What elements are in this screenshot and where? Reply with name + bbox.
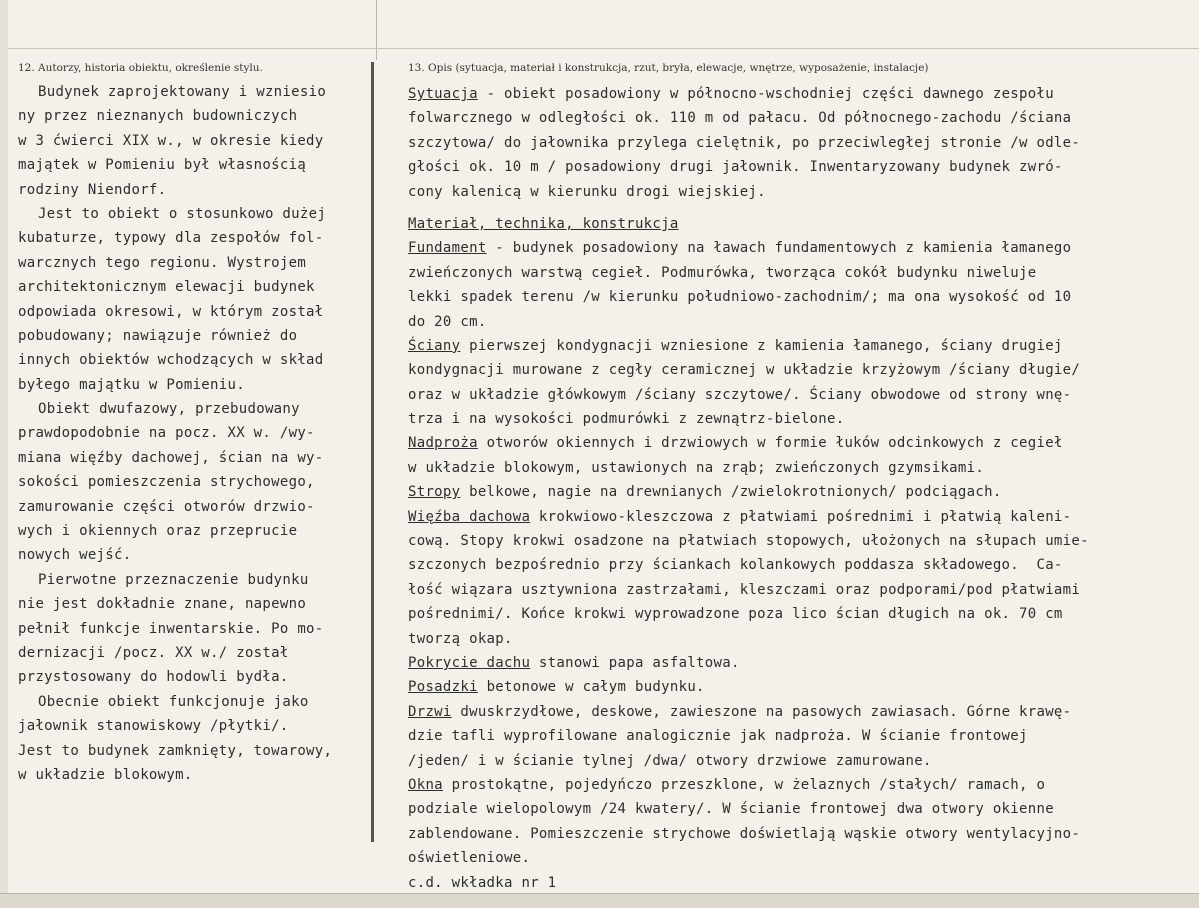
line-text: miana więźby dachowej, ścian na wy- bbox=[18, 449, 324, 466]
line-text: dernizacji /pocz. XX w./ został bbox=[18, 644, 289, 661]
text-line bbox=[408, 204, 1198, 212]
text-line bbox=[18, 104, 370, 128]
line-text: - obiekt posadowiony w północno-wschodniej części dawnego zespołu bbox=[477, 86, 1054, 102]
text-line bbox=[18, 592, 370, 616]
text-line bbox=[408, 180, 1198, 204]
underlined-heading: Drzwi bbox=[408, 703, 452, 720]
section-13-header: 13. Opis (sytuacja, materiał i konstrukcja, rzut, bryła, elewacje, wnętrze, wyposażenie, instalacje) bbox=[408, 62, 929, 74]
underlined-heading: Nadproża bbox=[408, 435, 478, 452]
text-line bbox=[18, 373, 370, 397]
line-text: nowych wejść. bbox=[18, 547, 132, 564]
line-text: prostokątne, pojedyńczo przeszklone, w żelaznych /stałych/ ramach, o bbox=[442, 776, 1046, 793]
line-text: c.d. wkładka nr 1 bbox=[408, 874, 557, 891]
line-text: jałownik stanowiskowy /płytki/. bbox=[18, 718, 289, 735]
text-line bbox=[408, 529, 1198, 553]
line-text: w 3 ćwierci XIX w., w okresie kiedy bbox=[18, 132, 324, 149]
top-rule bbox=[8, 48, 1199, 49]
text-line bbox=[408, 383, 1198, 407]
line-text: łość wiązara usztywniona zastrzałami, kleszczami oraz podporami/pod płatwiami bbox=[408, 581, 1081, 598]
text-line bbox=[18, 714, 370, 738]
text-line bbox=[18, 275, 370, 299]
line-text: pośrednimi/. Końce krokwi wyprowadzone poza lico ścian długich na ok. 70 cm bbox=[408, 606, 1063, 623]
line-text: oświetleniowe. bbox=[408, 850, 531, 867]
text-line bbox=[408, 285, 1198, 309]
underlined-heading: Sytuacja bbox=[408, 86, 478, 102]
page-bottom-edge bbox=[0, 893, 1199, 908]
text-line bbox=[408, 334, 1198, 358]
line-text: Pierwotne przeznaczenie budynku bbox=[38, 571, 309, 588]
line-text: Obecnie obiekt funkcjonuje jako bbox=[38, 693, 309, 710]
line-text: ny przez nieznanych budowniczych bbox=[18, 108, 298, 125]
line-text: oraz w układzie główkowym /ściany szczytowe/. Ściany obwodowe od strony wnę- bbox=[408, 386, 1072, 403]
text-line bbox=[408, 578, 1198, 602]
underlined-heading: Więźba dachowa bbox=[408, 508, 531, 525]
text-line bbox=[408, 358, 1198, 382]
text-line bbox=[408, 846, 1198, 870]
line-text: kubaturze, typowy dla zespołów fol- bbox=[18, 230, 324, 247]
text-line bbox=[18, 470, 370, 494]
line-text: kondygnacji murowane z cegły ceramicznej w układzie krzyżowym /ściany długie/ bbox=[408, 362, 1081, 379]
line-text: szczytowa/ do jałownika przylega cielętnik, po przeciwległej stronie /w odle- bbox=[408, 134, 1081, 151]
section-12-text bbox=[18, 80, 370, 787]
line-text: podziale wielopolowym /24 kwatery/. W ścianie frontowej dwa otwory okienne bbox=[408, 801, 1054, 818]
line-text: przystosowany do hodowli bydła. bbox=[18, 669, 289, 686]
line-text: prawdopodobnie na pocz. XX w. /wy- bbox=[18, 425, 315, 442]
line-text: pobudowany; nawiązuje również do bbox=[18, 327, 298, 344]
underlined-heading: Ściany bbox=[408, 337, 461, 354]
line-text: do 20 cm. bbox=[408, 313, 487, 330]
line-text: zablendowane. Pomieszczenie strychowe doświetlają wąskie otwory wentylacyjno- bbox=[408, 825, 1081, 842]
text-line bbox=[18, 202, 370, 226]
text-line bbox=[408, 773, 1198, 797]
text-line bbox=[408, 480, 1198, 504]
text-line bbox=[408, 553, 1198, 577]
line-text: w układzie blokowym, ustawionych na zrąb; zwieńczonych gzymsikami. bbox=[408, 459, 985, 476]
text-line bbox=[408, 106, 1198, 130]
underlined-heading: Posadzki bbox=[408, 679, 478, 696]
line-text: rodziny Niendorf. bbox=[18, 181, 167, 198]
text-line bbox=[408, 431, 1198, 455]
underlined-heading: Pokrycie dachu bbox=[408, 654, 531, 671]
line-text: pierwszej kondygnacji wzniesione z kamienia łamanego, ściany drugiej bbox=[460, 337, 1063, 354]
line-text: krokwiowo-kleszczowa z płatwiami pośrednimi i płatwią kaleni- bbox=[530, 508, 1072, 525]
text-line bbox=[408, 749, 1198, 773]
line-text: lekki spadek terenu /w kierunku południowo-zachodnim/; ma ona wysokość od 10 bbox=[408, 289, 1072, 306]
line-text: w układzie blokowym. bbox=[18, 766, 193, 783]
text-line bbox=[18, 153, 370, 177]
text-line bbox=[408, 797, 1198, 821]
text-line bbox=[408, 505, 1198, 529]
text-line bbox=[18, 129, 370, 153]
text-line bbox=[18, 690, 370, 714]
line-text: wych i okiennych oraz przeprucie bbox=[18, 523, 298, 540]
text-line bbox=[408, 212, 1198, 236]
line-text: zwieńczonych warstwą cegieł. Podmurówka, tworząca cokół budynku niweluje bbox=[408, 264, 1037, 281]
line-text: cony kalenicą w kierunku drogi wiejskiej. bbox=[408, 183, 766, 200]
line-text: odpowiada okresowi, w którym został bbox=[18, 303, 324, 320]
text-line bbox=[408, 82, 1198, 106]
line-text: cową. Stopy krokwi osadzone na płatwiach stopowych, ułożonych na słupach umie- bbox=[408, 533, 1089, 550]
text-line bbox=[408, 651, 1198, 675]
text-line bbox=[408, 627, 1198, 651]
text-line bbox=[18, 739, 370, 763]
line-text: warcznych tego regionu. Wystrojem bbox=[18, 254, 307, 271]
line-text: betonowe w całym budynku. bbox=[477, 679, 705, 696]
text-line bbox=[18, 763, 370, 787]
text-line bbox=[18, 226, 370, 250]
text-line bbox=[408, 602, 1198, 626]
text-line bbox=[408, 261, 1198, 285]
underlined-heading: Fundament bbox=[408, 240, 487, 257]
line-text: /jeden/ i w ścianie tylnej /dwa/ otwory drzwiowe zamurowane. bbox=[408, 752, 932, 769]
text-line bbox=[18, 665, 370, 689]
text-line bbox=[408, 871, 1198, 895]
line-text: tworzą okap. bbox=[408, 630, 513, 647]
line-text: Obiekt dwufazowy, przebudowany bbox=[38, 401, 300, 418]
underlined-heading: Materiał, technika, konstrukcja bbox=[408, 215, 679, 232]
text-line bbox=[18, 251, 370, 275]
text-line bbox=[408, 407, 1198, 431]
line-text: architektonicznym elewacji budynek bbox=[18, 279, 315, 296]
line-text: dwuskrzydłowe, deskowe, zawieszone na pasowych zawiasach. Górne krawę- bbox=[451, 703, 1072, 720]
text-line bbox=[408, 724, 1198, 748]
line-text: Budynek zaprojektowany i wzniesio bbox=[38, 84, 327, 100]
text-line bbox=[18, 641, 370, 665]
text-line bbox=[408, 155, 1198, 179]
section-13-text bbox=[408, 82, 1198, 895]
text-line bbox=[408, 236, 1198, 260]
text-line bbox=[408, 700, 1198, 724]
column-divider bbox=[371, 62, 374, 842]
text-line bbox=[18, 568, 370, 592]
line-text: pełnił funkcje inwentarskie. Po mo- bbox=[18, 620, 324, 637]
text-line bbox=[18, 617, 370, 641]
text-line bbox=[408, 310, 1198, 334]
line-text: Jest to budynek zamknięty, towarowy, bbox=[18, 742, 333, 759]
line-text: szczonych bezpośrednio przy ściankach kolankowych poddasza składowego. Ca- bbox=[408, 557, 1063, 574]
line-text: belkowe, nagie na drewnianych /zwielokrotnionych/ podciągach. bbox=[460, 484, 1002, 501]
line-text: głości ok. 10 m / posadowiony drugi jałownik. Inwentaryzowany budynek zwró- bbox=[408, 159, 1063, 176]
text-line bbox=[408, 675, 1198, 699]
line-text: zamurowanie części otworów drzwio- bbox=[18, 498, 315, 515]
text-line bbox=[18, 495, 370, 519]
text-line bbox=[18, 519, 370, 543]
underlined-heading: Stropy bbox=[408, 484, 461, 501]
line-text: trza i na wysokości podmurówki z zewnątrz-bielone. bbox=[408, 411, 845, 428]
line-text: dzie tafli wyprofilowane analogicznie jak nadproża. W ścianie frontowej bbox=[408, 728, 1028, 745]
line-text: stanowi papa asfaltowa. bbox=[530, 654, 740, 671]
text-line bbox=[18, 300, 370, 324]
text-line bbox=[18, 324, 370, 348]
underlined-heading: Okna bbox=[408, 776, 443, 793]
text-line bbox=[18, 178, 370, 202]
line-text: innych obiektów wchodzących w skład bbox=[18, 352, 324, 369]
text-line bbox=[18, 421, 370, 445]
text-line bbox=[18, 348, 370, 372]
text-line bbox=[18, 543, 370, 567]
section-12-header: 12. Autorzy, historia obiektu, określenie stylu. bbox=[18, 62, 263, 74]
column-divider-top bbox=[376, 0, 377, 60]
line-text: majątek w Pomieniu był własnością bbox=[18, 157, 307, 174]
line-text: Jest to obiekt o stosunkowo dużej bbox=[38, 205, 327, 222]
text-line bbox=[18, 80, 370, 104]
line-text: folwarcznego w odległości ok. 110 m od pałacu. Od północnego-zachodu /ściana bbox=[408, 110, 1072, 127]
line-text: byłego majątku w Pomieniu. bbox=[18, 376, 245, 393]
line-text: otworów okiennych i drzwiowych w formie łuków odcinkowych z cegieł bbox=[477, 435, 1063, 452]
text-line bbox=[18, 397, 370, 421]
line-text: - budynek posadowiony na ławach fundamentowych z kamienia łamanego bbox=[486, 240, 1072, 257]
page-edge bbox=[0, 0, 8, 907]
line-text: sokości pomieszczenia strychowego, bbox=[18, 474, 315, 491]
line-text: nie jest dokładnie znane, napewno bbox=[18, 596, 307, 613]
text-line bbox=[408, 822, 1198, 846]
text-line bbox=[408, 131, 1198, 155]
text-line bbox=[18, 446, 370, 470]
text-line bbox=[408, 456, 1198, 480]
